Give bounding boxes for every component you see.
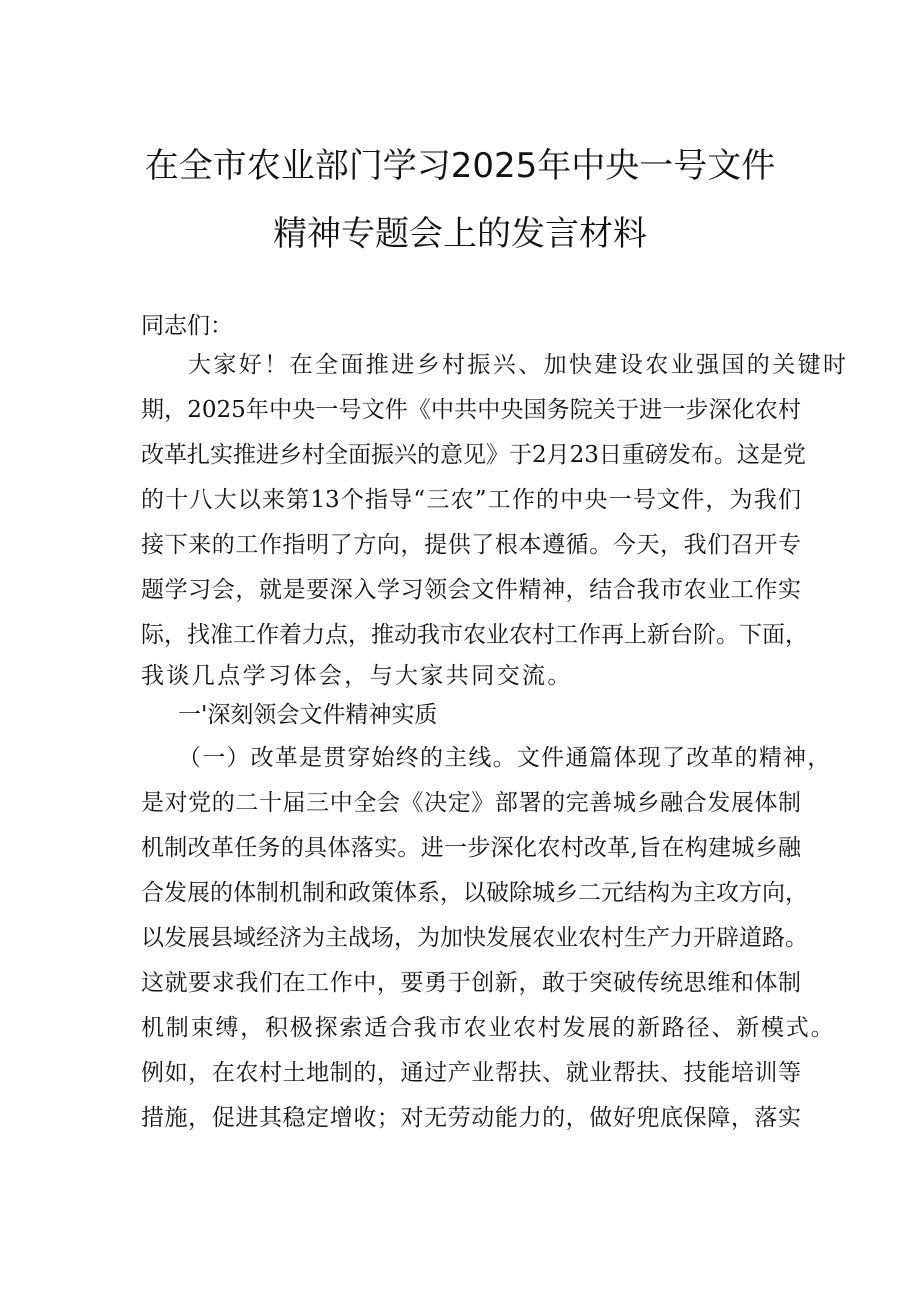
paragraph-2-line-4: 合发展的体制机制和政策体系，以破除城乡二元结构为主攻方向，	[141, 880, 808, 906]
paragraph-2-line-3: 机制改革任务的具体落实。进一步深化农村改革,旨在构建城乡融	[141, 835, 801, 861]
salutation: 同志们：	[141, 313, 233, 339]
document-title-line-1: 在全市农业部门学习2025年中央一号文件	[144, 146, 776, 186]
paragraph-2-line-7: 机制束缚，积极探索适合我市农业农村发展的新路径、新模式。	[141, 1015, 836, 1041]
paragraph-1-line-1: 大家好！在全面推进乡村振兴、加快建设农业强国的关键时	[188, 352, 849, 378]
paragraph-1-line-8: 我谈几点学习体会，与大家共同交流。	[141, 663, 573, 689]
section-heading-1: 一'深刻领会文件精神实质	[178, 702, 438, 728]
paragraph-1-line-7: 际，找准工作着力点，推动我市农业农村工作再上新台阶。下面，	[141, 622, 808, 648]
paragraph-1-line-3: 改革扎实推进乡村全面振兴的意见》于2月23日重磅发布。这是党	[141, 442, 806, 468]
paragraph-2-line-6: 这就要求我们在工作中，要勇于创新，敢于突破传统思维和体制	[141, 970, 801, 996]
paragraph-2-line-2: 是对党的二十届三中全会《决定》部署的完善城乡融合发展体制	[141, 790, 801, 816]
paragraph-2-line-5: 以发展县域经济为主战场，为加快发展农业农村生产力开辟道路。	[141, 925, 808, 951]
paragraph-2-line-8: 例如，在农村土地制的，通过产业帮扶、就业帮扶、技能培训等	[141, 1060, 801, 1086]
paragraph-1-line-2: 期，2025年中央一号文件《中共中央国务院关于进一步深化农村	[141, 397, 801, 423]
paragraph-2-line-1: （一）改革是贯穿始终的主线。文件通篇体现了改革的精神，	[178, 745, 832, 771]
paragraph-1-line-6: 题学习会，就是要深入学习领会文件精神，结合我市农业工作实	[141, 577, 801, 603]
paragraph-1-line-4: 的十八大以来第13个指导“三农”工作的中央一号文件，为我们	[141, 487, 801, 513]
paragraph-2-line-9: 措施，促进其稳定增收；对无劳动能力的，做好兜底保障，落实	[141, 1105, 801, 1131]
paragraph-1-line-5: 接下来的工作指明了方向，提供了根本遵循。今天，我们召开专	[141, 532, 801, 558]
document-title-line-2: 精神专题会上的发言材料	[273, 214, 647, 254]
